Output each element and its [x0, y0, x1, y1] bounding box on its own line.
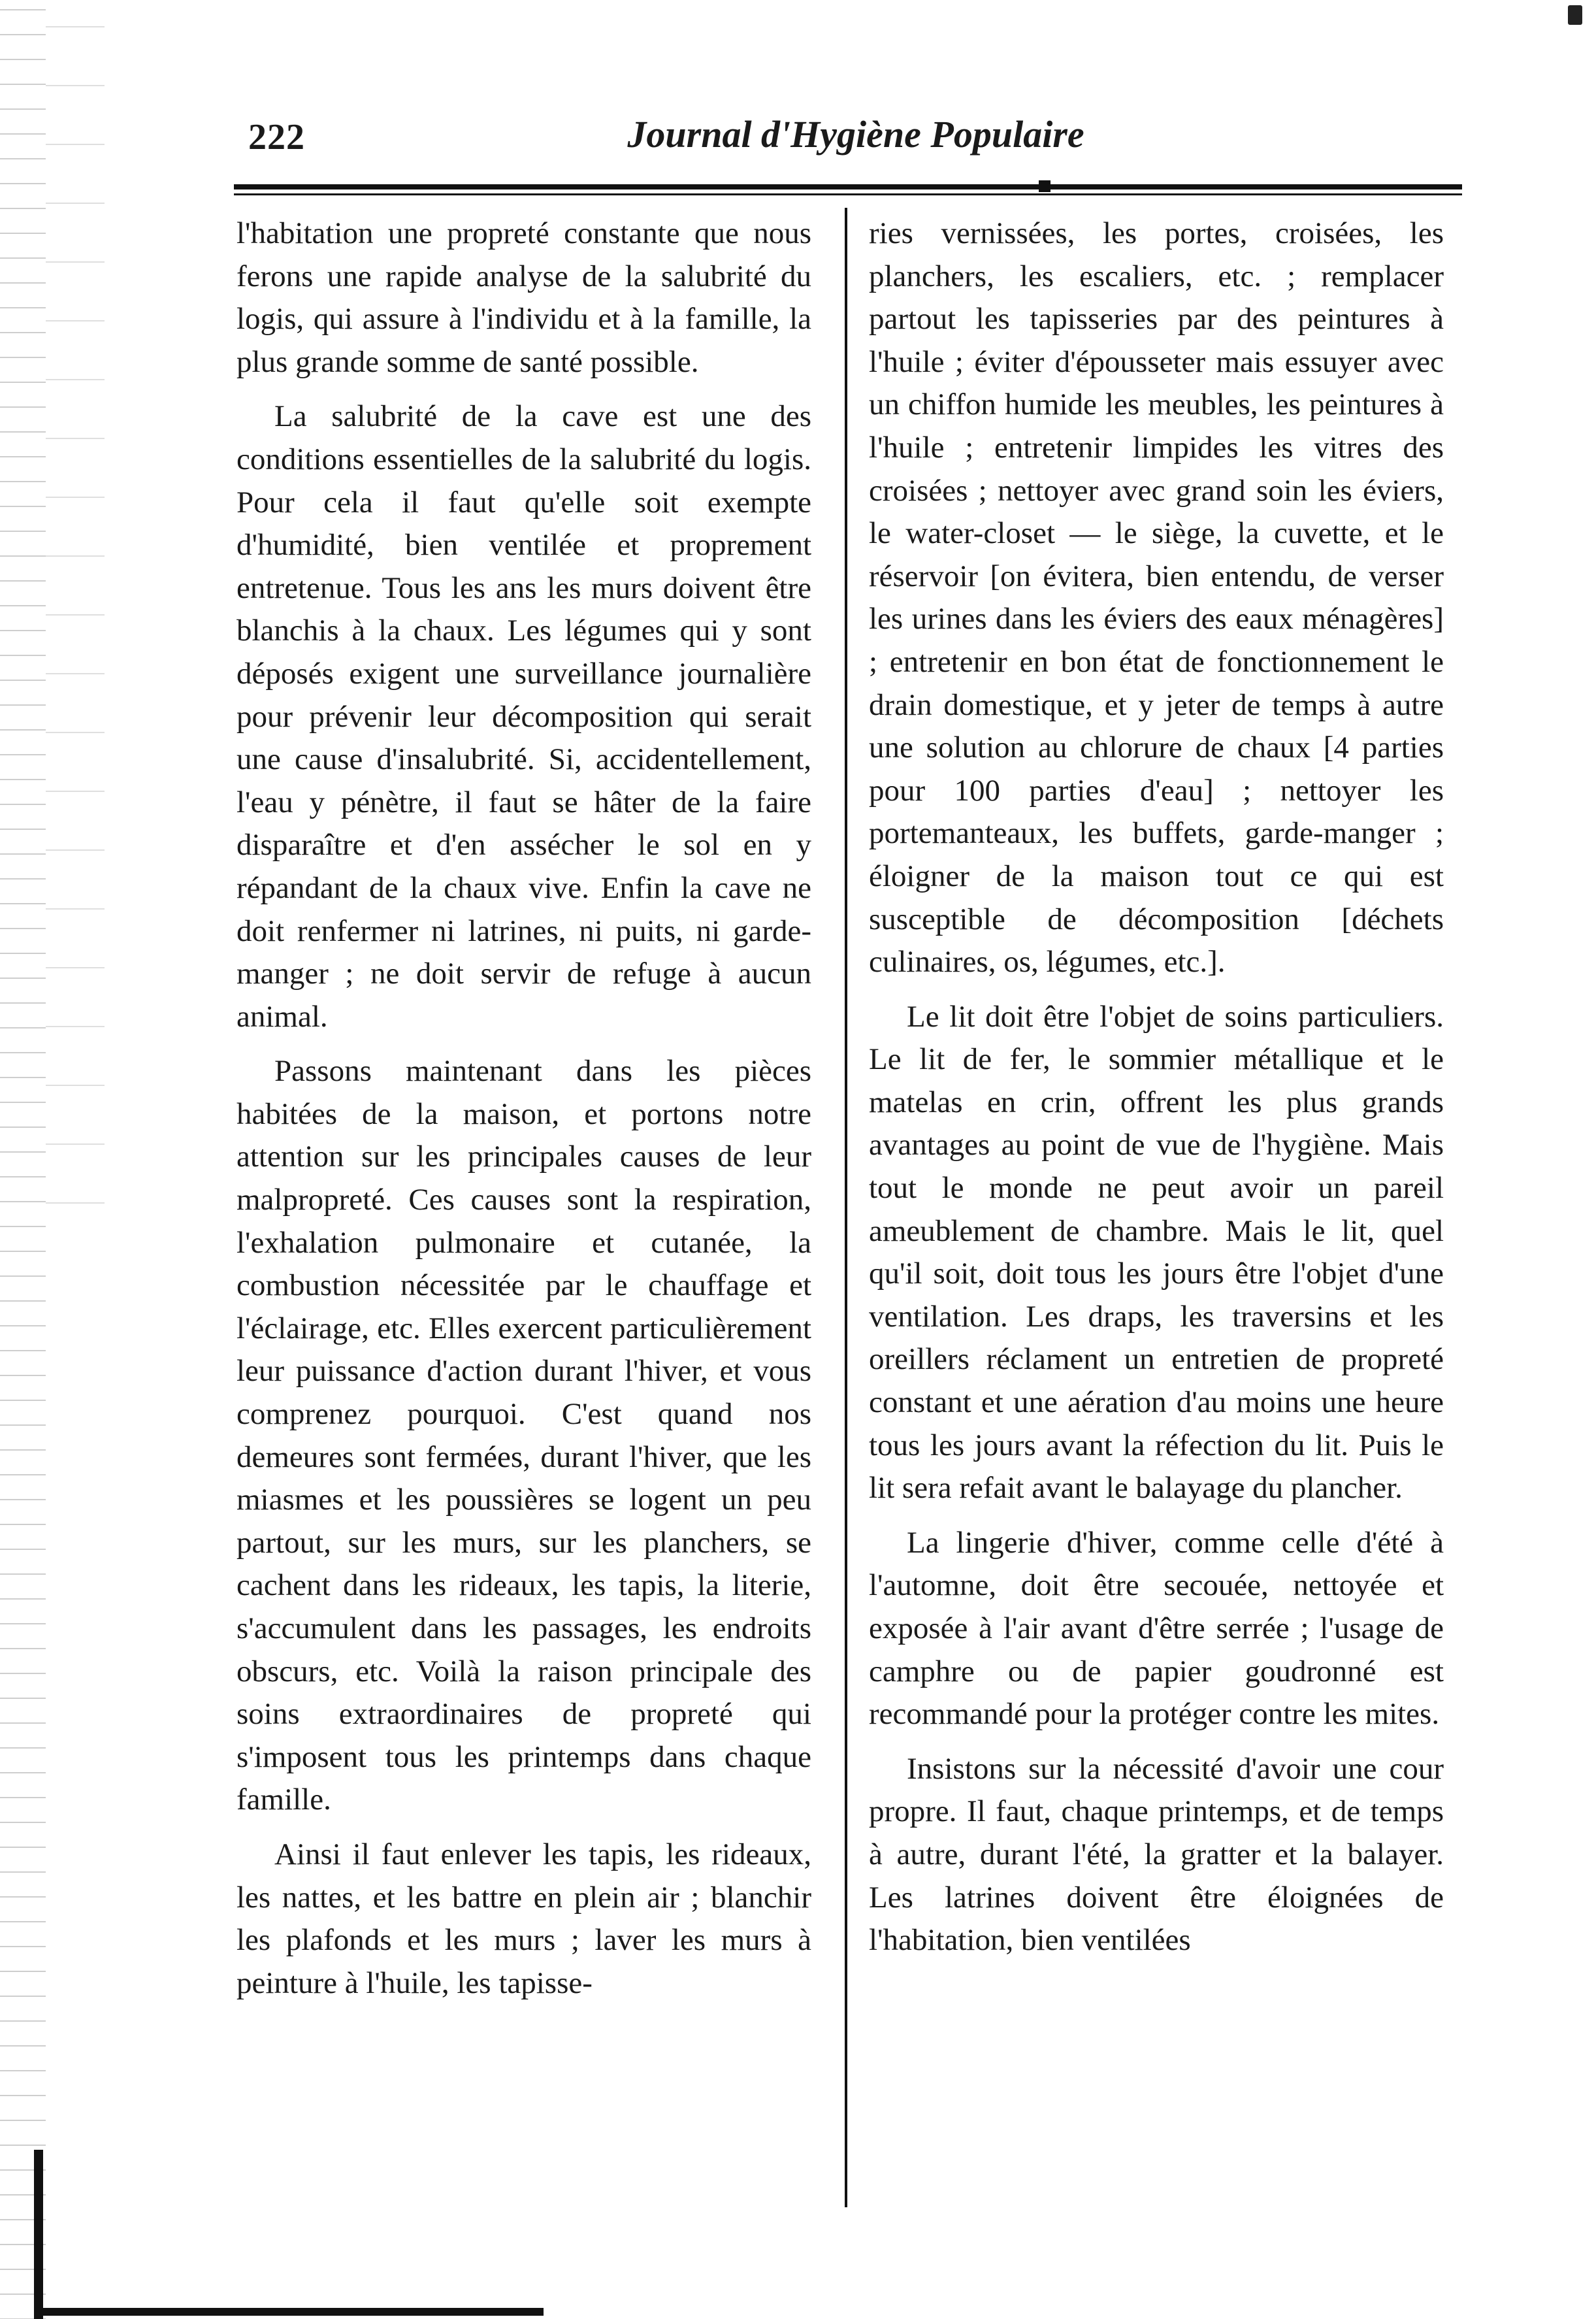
paragraph: La lingerie d'hiver, comme celle d'été à l'automne, doit être secouée, nettoyée et exposée à l'air avant d'être serrée ; l'usage de camphre ou de papier goudronné est recommandé pour la protéger contre les mites. [869, 1525, 1444, 1732]
paragraph: La salubrité de la cave est une des conditions essentielles de la salubrité du logis. Pour cela il faut qu'elle soit exempte d'humidité, bien ventilée et proprement entretenue. Tous les ans les murs doivent être blanchis à la chaux. Les légumes qui y sont déposés exigent une surveillance journalière pour prévenir leur décomposition qui serait une cause d'insalubrité. Si, accidentellement, l'eau y pénètre, il faut se hâter de la faire disparaître et d'en assécher le sol en y répandant de la chaux vive. Enfin la cave ne doit renfermer ni latrines, ni puits, ni garde-manger ; ne doit servir de refuge à aucun animal. [236, 399, 811, 1034]
scan-binding-shadow [46, 0, 105, 1242]
running-title: Journal d'Hygiène Populaire [627, 113, 1084, 156]
paragraph: Ainsi il faut enlever les tapis, les rideaux, les nattes, et les battre en plein air ; blanchir les plafonds et les murs ; laver les murs à peinture à l'huile, les tapisse- [236, 1837, 811, 2000]
paragraph: Passons maintenant dans les pièces habitées de la maison, et portons notre attention sur les principales causes de leur malpropreté. Ces causes sont la respiration, l'exhalation pulmonaire et cutanée, la combustion nécessitée par le chauffage et l'éclairage, etc. Elles exercent particulièrement leur puissance d'action durant l'hiver, et vous comprenez pourquoi. C'est quand nos demeures sont fermées, durant l'hiver, que les miasmes et les poussières se logent un peu partout, sur les murs, sur les planchers, se cachent dans les rideaux, les tapis, la literie, s'accumulent dans les passages, les endroits obscurs, etc. Voilà la raison principale des soins extraordinaires de propreté qui s'imposent tous les printemps dans chaque famille. [236, 1054, 811, 1817]
header-rule-thin [234, 193, 1462, 195]
header-rule-thick [234, 184, 1462, 189]
left-column [236, 212, 811, 2016]
paragraph: l'habitation une propreté constante que nous ferons une rapide analyse de la salubrité du logis, qui assure à l'individu et à la famille, la plus grande somme de santé possible. [236, 216, 811, 379]
paragraph: Insistons sur la nécessité d'avoir une cour propre. Il faut, chaque printemps, et de temps à autre, durant l'été, la gratter et la balayer. Les latrines doivent être éloignées de l'habitation, bien ventilées [869, 1751, 1444, 1958]
scan-corner-mark [1568, 5, 1582, 25]
scan-corner-bracket [34, 2150, 43, 2319]
scan-binding-edge [0, 0, 46, 2319]
column-divider [845, 208, 847, 2207]
scan-corner-bracket-foot [34, 2308, 544, 2316]
header-rule-mark [1039, 180, 1050, 192]
paragraph: ries vernissées, les portes, croisées, les planchers, les escaliers, etc. ; remplacer partout les tapisseries par des peintures à l'huile ; éviter d'épousseter mais essuyer avec un chiffon humide les meubles, les peintures à l'huile ; entretenir limpides les vitres des croisées ; nettoyer avec grand soin les éviers, le water-closet — le siège, la cuvette, et le réservoir [on évitera, bien entendu, de verser les urines dans les éviers des eaux ménagères] ; entretenir en bon état de fonctionnement le drain domestique, et y jeter de temps à autre une solution au chlorure de chaux [4 parties pour 100 parties d'eau] ; nettoyer les portemanteaux, les buffets, garde-manger ; éloigner de la maison tout ce qui est susceptible de décomposition [déchets culinaires, os, légumes, etc.]. [869, 216, 1444, 979]
page-number: 222 [248, 117, 305, 157]
paragraph: Le lit doit être l'objet de soins particuliers. Le lit de fer, le sommier métallique et le matelas en crin, offrent les plus grands avantages au point de vue de l'hygiène. Mais tout le monde ne peut avoir un pareil ameublement de chambre. Mais le lit, quel qu'il soit, doit tous les jours être l'objet d'une ventilation. Les draps, les traversins et les oreillers réclament un entretien de propreté constant et une aération d'au moins une heure tous les jours avant la réfection du lit. Puis le lit sera refait avant le balayage du plancher. [869, 999, 1444, 1505]
right-column [869, 212, 1444, 1974]
